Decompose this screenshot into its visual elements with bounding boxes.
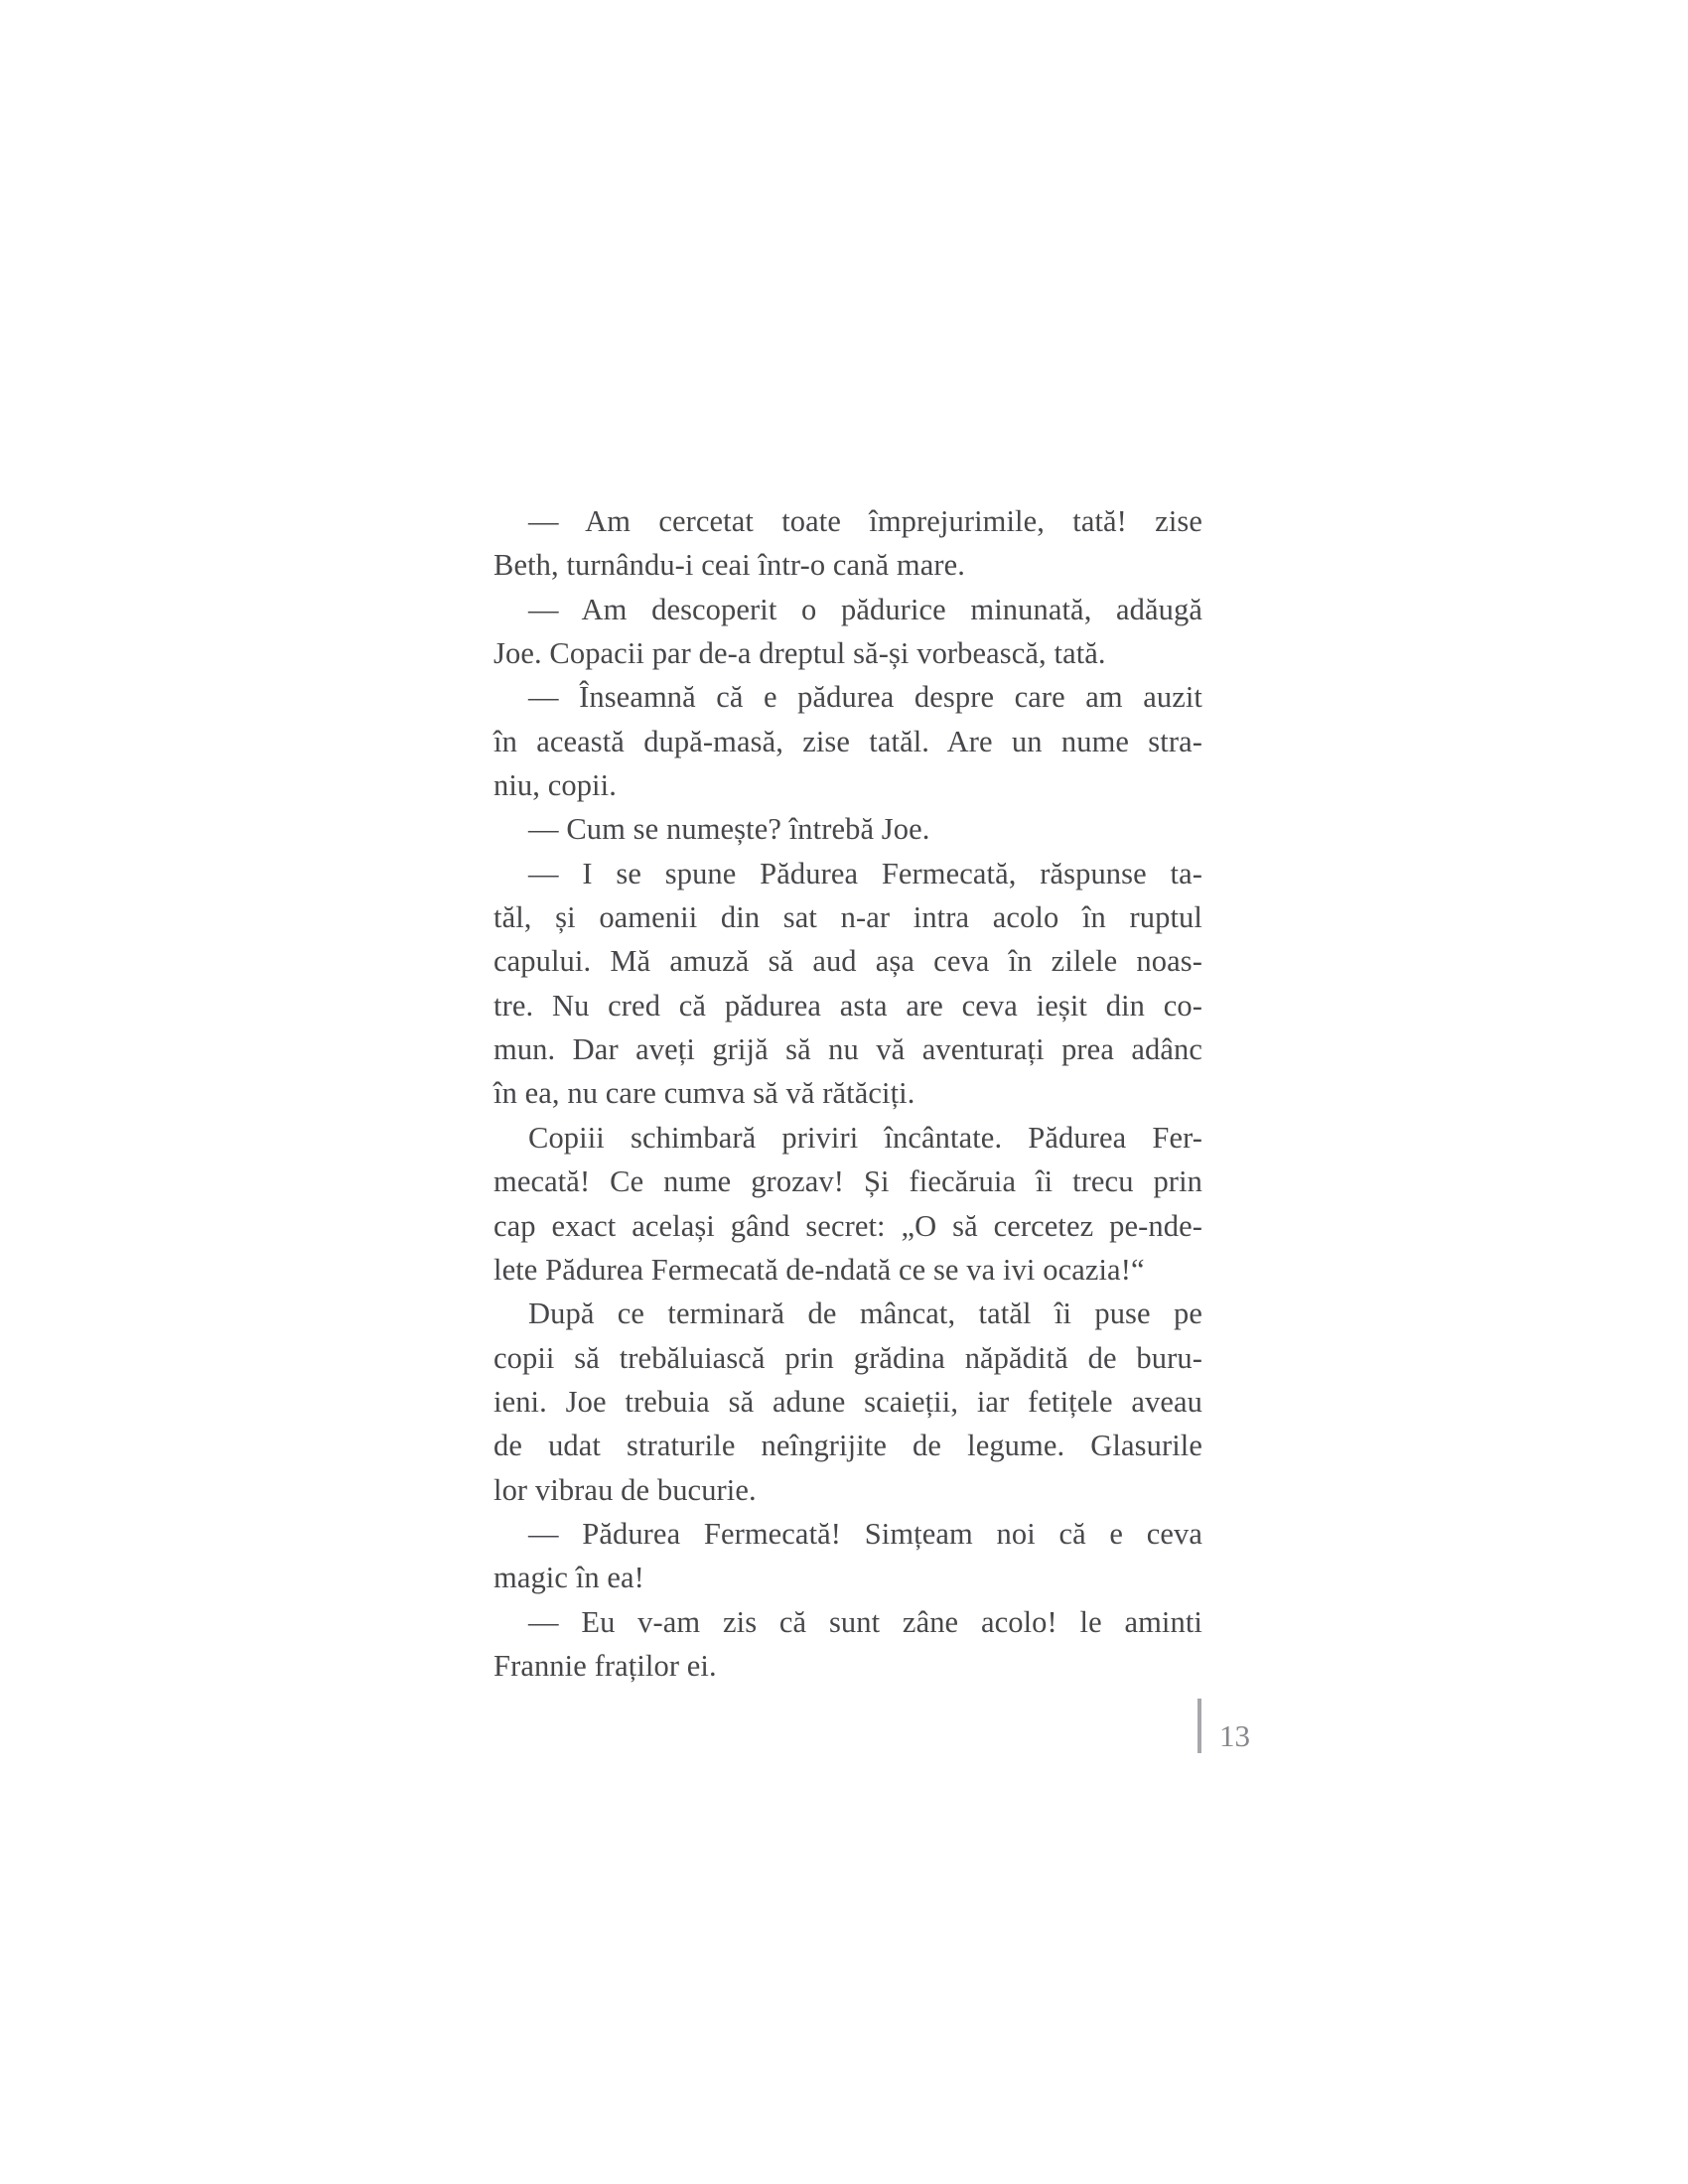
text-line: capului. Mă amuză să aud așa ceva în zilele noas- bbox=[493, 944, 1202, 979]
text-line: de udat straturile neîngrijite de legume. Glasurile bbox=[493, 1429, 1202, 1463]
text-line: — Am descoperit o pădurice minunată, adăugă bbox=[528, 592, 1202, 626]
page-text-block bbox=[493, 499, 1202, 1688]
text-line: Copiii schimbară priviri încântate. Pădurea Fer- bbox=[528, 1120, 1202, 1155]
text-line: — Eu v-am zis că sunt zâne acolo! le aminti bbox=[528, 1604, 1202, 1639]
text-line: După ce terminară de mâncat, tatăl îi puse pe bbox=[528, 1297, 1202, 1331]
text-line: ieni. Joe trebuia să adune scaieții, iar fetițele aveau bbox=[493, 1384, 1202, 1419]
text-line: — I se spune Pădurea Fermecată, răspunse ta- bbox=[528, 856, 1202, 890]
text-line: Frannie fraților ei. bbox=[493, 1648, 717, 1683]
text-line: tre. Nu cred că pădurea asta are ceva ieșit din co- bbox=[493, 988, 1202, 1023]
text-line: — Înseamnă că e pădurea despre care am auzit bbox=[528, 680, 1202, 715]
text-line: Beth, turnându-i ceai într-o cană mare. bbox=[493, 548, 965, 583]
text-line: tăl, și oamenii din sat n-ar intra acolo în ruptul bbox=[493, 900, 1202, 935]
text-line: lete Pădurea Fermecată de-ndată ce se va ivi ocazia!“ bbox=[493, 1252, 1145, 1287]
text-line: — Cum se numește? întrebă Joe. bbox=[528, 812, 930, 847]
text-line: — Pădurea Fermecată! Simțeam noi că e ceva bbox=[528, 1516, 1202, 1551]
page-number-divider bbox=[1197, 1699, 1201, 1753]
text-line: cap exact același gând secret: „O să cercetez pe-nde- bbox=[493, 1208, 1202, 1243]
text-line: Joe. Copacii par de-a dreptul să-și vorbească, tată. bbox=[493, 636, 1106, 671]
text-line: mun. Dar aveți grijă să nu vă aventurați prea adânc bbox=[493, 1032, 1202, 1067]
text-line: mecată! Ce nume grozav! Și fiecăruia îi trecu prin bbox=[493, 1164, 1202, 1199]
text-line: copii să trebăluiască prin grădina năpădită de buru- bbox=[493, 1340, 1202, 1375]
page-number: 13 bbox=[1219, 1718, 1250, 1753]
text-line: — Am cercetat toate împrejurimile, tată! zise bbox=[528, 504, 1202, 538]
text-line: lor vibrau de bucurie. bbox=[493, 1472, 757, 1507]
page-footer bbox=[1197, 1699, 1250, 1753]
text-line: niu, copii. bbox=[493, 768, 617, 803]
text-line: în ea, nu care cumva să vă rătăciți. bbox=[493, 1076, 915, 1111]
text-line: magic în ea! bbox=[493, 1561, 644, 1595]
text-line: în această după-masă, zise tatăl. Are un nume stra- bbox=[493, 724, 1202, 758]
